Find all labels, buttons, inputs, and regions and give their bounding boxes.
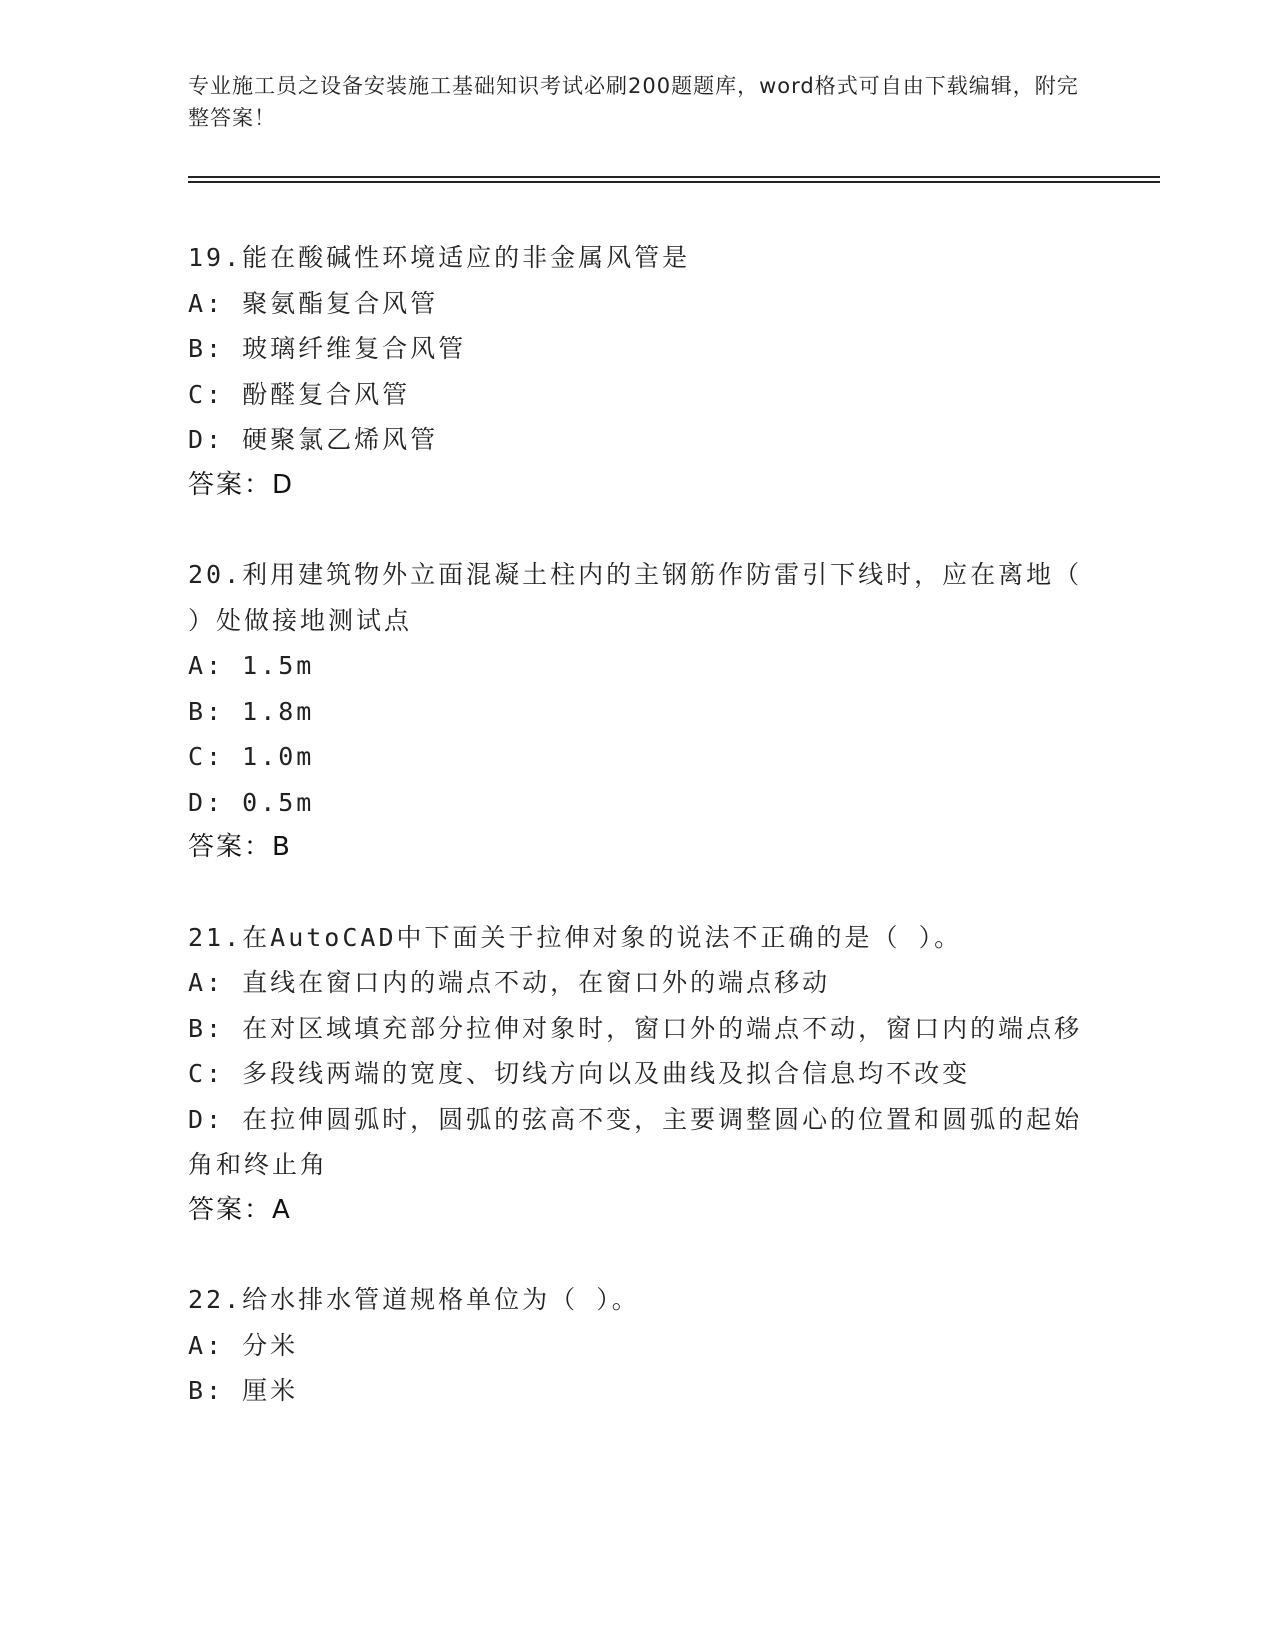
question-21: [188, 915, 1088, 1234]
document-header: 专业施工员之设备安装施工基础知识考试必刷200题题库，word格式可自由下载编辑，附完整答案！: [188, 74, 1079, 130]
option-b: B: 在对区域填充部分拉伸对象时，窗口外的端点不动，窗口内的端点移: [188, 1013, 1083, 1043]
option-c: C: 1.0m: [188, 742, 315, 771]
question-list: [188, 235, 1101, 1458]
option-b: B: 1.8m: [188, 696, 315, 726]
option-d: D: 硬聚氯乙烯风管: [188, 425, 439, 454]
answer-label: 答案：B: [188, 832, 292, 862]
question-stem: 21.在AutoCAD中下面关于拉伸对象的说法不正确的是（ ）。: [188, 922, 963, 952]
option-a: A: 1.5m: [188, 651, 315, 680]
option-a: A: 聚氨酯复合风管: [188, 288, 439, 318]
question-19: [188, 235, 1088, 508]
header-divider-second: [188, 181, 1160, 183]
option-d: D: 0.5m: [188, 787, 315, 817]
option-b: B: 玻璃纤维复合风管: [188, 334, 467, 363]
answer-label: 答案：A: [188, 1194, 292, 1225]
header-divider: [188, 176, 1160, 178]
question-stem: 20.利用建筑物外立面混凝土柱内的主钢筋作防雷引下线时，应在离地（ ）处做接地测试点: [188, 560, 1101, 635]
question-stem: 22.给水排水管道规格单位为（ ）。: [188, 1285, 640, 1314]
option-a: A: 直线在窗口内的端点不动，在窗口外的端点移动: [188, 968, 831, 997]
question-stem: 19.能在酸碱性环境适应的非金属风管是: [188, 243, 691, 272]
option-c: C: 多段线两端的宽度、切线方向以及曲线及拟合信息均不改变: [188, 1059, 971, 1088]
option-c: C: 酚醛复合风管: [188, 379, 411, 409]
question-20: [188, 552, 1101, 871]
question-22: [188, 1277, 1088, 1414]
answer-label: 答案：D: [188, 469, 295, 500]
option-a: A: 分米: [188, 1330, 299, 1360]
option-d: D: 在拉伸圆弧时，圆弧的弦高不变，主要调整圆心的位置和圆弧的起始角和终止角: [188, 1104, 1083, 1179]
option-b: B: 厘米: [188, 1376, 299, 1405]
